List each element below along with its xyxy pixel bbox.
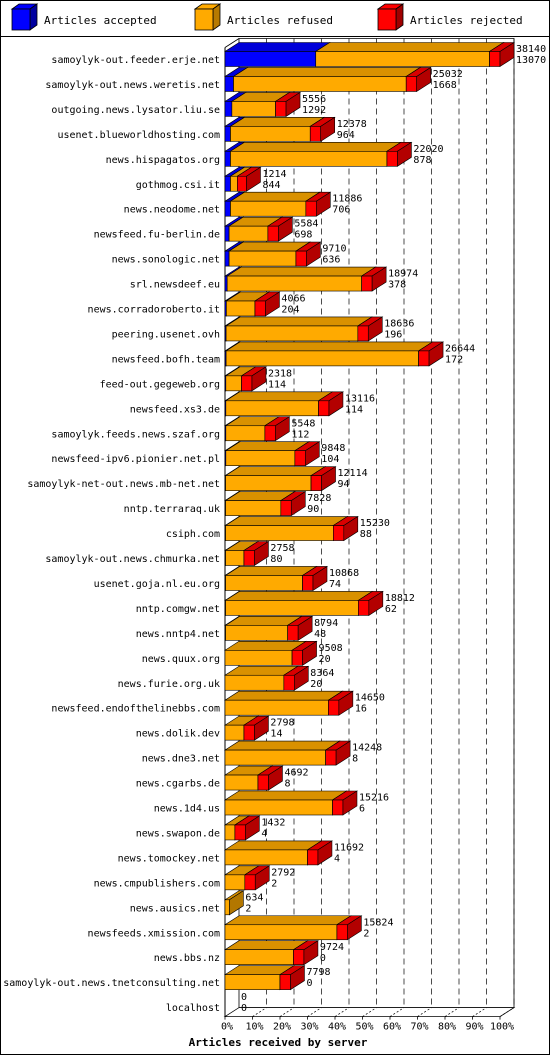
value-label-accepted: 16 [354, 703, 367, 715]
value-label-total: 2792 [271, 867, 296, 879]
value-label-total: 38140 [516, 44, 547, 55]
bar-segment-refused [316, 43, 504, 67]
value-label-accepted: 706 [332, 204, 351, 216]
value-label-total: 25032 [432, 68, 463, 80]
value-label-accepted: 74 [329, 578, 342, 590]
bar-segment-refused [234, 67, 421, 91]
value-label-total: 18636 [384, 318, 415, 330]
bar-top-face [225, 916, 351, 925]
category-label: samoylyk-out.news.chmurka.net [45, 554, 220, 565]
bar-top-face [226, 467, 326, 476]
bar-top-face [226, 342, 433, 351]
bar-front-face [235, 825, 245, 840]
category-label: samoylyk-net-out.news.mb-net.net [27, 479, 220, 491]
bar-front-face [226, 451, 295, 466]
bar-front-face [281, 501, 291, 516]
value-label-accepted: 80 [270, 554, 283, 565]
value-label-total: 15216 [358, 792, 390, 804]
category-label: news.ausics.net [129, 903, 220, 915]
value-label-total: 5556 [302, 93, 327, 105]
value-label-accepted: 14 [270, 728, 283, 740]
bar-segment-refused [226, 392, 333, 416]
bar-front-face [226, 401, 319, 416]
bar-front-face [258, 775, 268, 790]
bar-front-face [419, 351, 429, 366]
category-label: news.furie.org.uk [117, 678, 220, 690]
value-label-accepted: 20 [318, 653, 331, 665]
bar-front-face [232, 101, 276, 116]
value-label-accepted: 2 [245, 903, 252, 915]
category-label: newsfeed.xs3.de [129, 404, 220, 416]
bar-front-face [225, 725, 244, 740]
bar-front-face [226, 326, 358, 341]
value-label-total: 22020 [413, 143, 444, 155]
x-tick-label: 0% [220, 1021, 234, 1033]
bar-front-face [310, 126, 320, 141]
category-label: srl.newsdeef.eu [129, 279, 220, 291]
bar-segment-refused [225, 916, 351, 940]
bar-front-face [226, 625, 288, 640]
bar-front-face [268, 226, 278, 241]
value-label-accepted: 378 [388, 279, 407, 291]
value-label-total: 13116 [344, 393, 376, 405]
value-label-total: 14248 [352, 742, 383, 754]
bar-front-face [231, 151, 387, 166]
value-label-accepted: 13070 [516, 55, 547, 66]
value-label-accepted: 114 [267, 379, 287, 391]
bar-segment-refused [226, 317, 372, 341]
bar-top-face [226, 591, 373, 600]
bar-front-face [225, 950, 293, 965]
value-label-accepted: 0 [241, 1003, 248, 1015]
x-axis-title: Articles received by server [188, 1036, 368, 1049]
bar-front-face [306, 201, 316, 216]
value-label-accepted: 8 [284, 778, 291, 790]
category-label: feed-out.gegeweb.org [99, 379, 220, 391]
bar-front-face [242, 376, 252, 391]
category-label: csiph.com [165, 529, 220, 541]
x-tick-label: 80% [437, 1021, 457, 1033]
bar-front-face [358, 600, 368, 615]
category-label: samoylyk.feeds.news.szaf.org [51, 429, 220, 441]
category-label: news.bbs.nz [153, 953, 220, 965]
category-label: newsfeed-ipv6.pionier.net.pl [51, 454, 220, 466]
value-label-total: 8364 [310, 667, 335, 679]
bar-front-face [226, 501, 281, 516]
bar-top-face [225, 43, 330, 52]
bar-front-face [237, 176, 246, 191]
bar-front-face [293, 950, 303, 965]
bar-front-face [231, 126, 311, 141]
bar-front-face [225, 276, 227, 291]
bar-front-face [406, 76, 416, 91]
bar-front-face [225, 650, 292, 665]
bar-segment-refused [226, 591, 373, 615]
bar-front-face [295, 451, 305, 466]
category-label: samoylyk-out.news.weretis.net [45, 79, 220, 91]
bar-front-face [225, 226, 229, 241]
bar-front-face [229, 251, 296, 266]
bar-front-face [225, 825, 235, 840]
value-label-accepted: 6 [358, 803, 366, 815]
bar-front-face [225, 151, 231, 166]
value-label-total: 15824 [363, 917, 394, 929]
value-label-accepted: 698 [294, 229, 313, 241]
value-label-total: 9508 [318, 642, 343, 654]
bar-front-face [490, 52, 500, 67]
value-label-accepted: 1668 [432, 79, 457, 91]
bar-front-face [234, 76, 407, 91]
value-label-total: 12114 [337, 468, 368, 480]
value-label-total: 5584 [294, 218, 319, 230]
bar-front-face [225, 925, 337, 940]
value-label-accepted: 964 [336, 129, 355, 141]
value-label-accepted: 844 [262, 179, 281, 191]
bar-top-face [225, 691, 342, 700]
category-label: newsfeed.bofh.team [111, 354, 220, 366]
bar-top-face [231, 142, 401, 151]
category-label: newsfeeds.xmission.com [87, 928, 220, 940]
bar-front-face [303, 575, 313, 590]
bar-top-face [231, 192, 320, 201]
legend-label-accepted: Articles accepted [44, 14, 157, 27]
legend-swatch-accepted-side [30, 4, 37, 30]
bar-front-face [225, 675, 284, 690]
category-label: peering.usenet.ovh [111, 329, 220, 341]
bar-front-face [280, 975, 290, 990]
value-label-accepted: 1292 [302, 104, 327, 116]
bar-front-face [229, 226, 268, 241]
value-label-accepted: 878 [413, 154, 432, 166]
bar-front-face [265, 426, 275, 441]
value-label-accepted: 88 [359, 529, 372, 541]
value-label-total: 11692 [333, 842, 365, 854]
bar-top-face [227, 267, 375, 276]
bar-top-face [225, 791, 347, 800]
category-label: samoylyk-out.news.tnetconsulting.net [3, 978, 220, 990]
x-tick-label: 10% [245, 1021, 264, 1033]
bar-segment-refused [225, 691, 342, 715]
x-tick-label: 20% [272, 1021, 292, 1033]
value-label-accepted: 20 [310, 678, 323, 690]
x-tick-label: 100% [489, 1021, 515, 1033]
value-label-total: 8794 [314, 617, 339, 629]
value-label-total: 14650 [354, 692, 385, 704]
value-label-total: 1214 [262, 168, 287, 180]
bar-front-face [333, 800, 343, 815]
value-label-accepted: 4 [333, 853, 340, 865]
bar-front-face [225, 800, 333, 815]
bar-top-face [316, 43, 504, 52]
value-label-total: 2798 [270, 717, 295, 729]
bar-segment-refused [231, 142, 401, 166]
value-label-accepted: 204 [281, 304, 300, 316]
category-label: news.corradoroberto.it [87, 304, 220, 316]
legend-swatch-refused [195, 9, 213, 30]
bar-segment-refused [225, 741, 340, 765]
bar-top-face [225, 841, 322, 850]
bar-front-face [225, 850, 308, 865]
bar-front-face [226, 526, 334, 541]
category-label: news.cmpublishers.com [93, 878, 220, 890]
legend-swatch-refused-side [213, 4, 220, 30]
value-label-accepted: 90 [307, 504, 320, 516]
value-label-total: 7828 [307, 493, 332, 505]
bar-front-face [225, 101, 232, 116]
value-label-accepted: 104 [321, 454, 340, 466]
category-label: news.neodome.net [123, 204, 220, 216]
bar-front-face [288, 625, 298, 640]
bar-front-face [276, 101, 286, 116]
category-label: news.cgarbs.de [135, 778, 220, 790]
value-label-accepted: 172 [445, 354, 464, 366]
category-label: samoylyk-out.feeder.erje.net [51, 55, 220, 66]
value-label-total: 15230 [359, 518, 390, 530]
bar-front-face [333, 526, 343, 541]
x-tick-label: 60% [382, 1021, 402, 1033]
value-label-total: 0 [241, 992, 248, 1004]
bar-top-face [234, 67, 421, 76]
category-label: gothmog.csi.it [135, 179, 220, 191]
bar-front-face [387, 151, 397, 166]
bar-front-face [231, 176, 238, 191]
value-label-accepted: 0 [306, 978, 313, 990]
bar-front-face [226, 351, 419, 366]
category-label: usenet.goja.nl.eu.org [93, 578, 220, 590]
category-label: localhost [165, 1003, 220, 1015]
value-label-accepted: 2 [271, 878, 278, 890]
value-label-accepted: 2 [363, 928, 370, 940]
value-label-total: 10868 [329, 567, 360, 579]
bar-front-face [225, 775, 258, 790]
category-label: news.swapon.de [135, 828, 220, 840]
bar-front-face [226, 476, 312, 491]
bar-front-face [225, 975, 280, 990]
value-label-total: 9848 [321, 443, 346, 455]
bar-front-face [226, 301, 255, 316]
value-label-total: 9710 [322, 243, 347, 255]
bar-segment-refused [226, 342, 433, 366]
bar-segment-refused [225, 841, 322, 865]
category-label: news.tomockey.net [117, 853, 220, 865]
bar-front-face [225, 875, 245, 890]
category-label: news.nntp4.net [135, 628, 220, 640]
category-label: news.sonologic.net [111, 254, 220, 266]
bar-front-face [226, 426, 265, 441]
value-label-total: 18974 [388, 268, 419, 280]
bar-front-face [292, 650, 302, 665]
value-label-accepted: 112 [291, 429, 310, 441]
bar-top-face [231, 117, 325, 126]
category-label: news.dolik.dev [135, 728, 220, 740]
value-label-accepted: 0 [319, 953, 326, 965]
category-label: news.dne3.net [141, 753, 220, 765]
value-label-total: 5548 [291, 418, 316, 430]
bar-top-face [226, 566, 317, 575]
bar-front-face [226, 376, 242, 391]
bar-front-face [316, 52, 490, 67]
category-label: news.1d4.us [153, 803, 220, 815]
legend-label-refused: Articles refused [227, 14, 333, 27]
bar-front-face [296, 251, 306, 266]
bar-front-face [227, 276, 361, 291]
x-tick-label: 30% [300, 1021, 319, 1033]
value-label-accepted: 48 [314, 628, 327, 640]
bar-front-face [362, 276, 372, 291]
value-label-total: 9724 [319, 942, 345, 954]
value-label-total: 12378 [336, 118, 367, 130]
bar-top-face [226, 517, 348, 526]
bar-front-face [225, 126, 231, 141]
bar-front-face [225, 176, 231, 191]
value-label-total: 1432 [261, 817, 286, 829]
bar-front-face [244, 551, 254, 566]
legend-swatch-rejected [378, 9, 396, 30]
bar-front-face [226, 551, 244, 566]
category-label: newsfeed.endofthelinebbs.com [51, 703, 220, 715]
category-label: newsfeed.fu-berlin.de [93, 229, 220, 241]
value-label-accepted: 114 [344, 404, 364, 416]
value-label-accepted: 636 [322, 254, 341, 266]
bar-segment-accepted [225, 43, 330, 67]
value-label-accepted: 4 [261, 828, 268, 840]
category-label: news.quux.org [141, 653, 220, 665]
bar-front-face [255, 301, 265, 316]
x-tick-label: 50% [355, 1021, 374, 1033]
legend-swatch-rejected-side [396, 4, 403, 30]
category-label: nntp.terraraq.uk [123, 504, 220, 516]
value-label-accepted: 196 [384, 329, 403, 341]
bar-front-face [225, 251, 229, 266]
bar-segment-refused [226, 467, 326, 491]
category-label: usenet.blueworldhosting.com [57, 129, 220, 141]
bar-segment-refused [225, 791, 347, 815]
bar-front-face [231, 201, 306, 216]
value-label-total: 634 [245, 892, 264, 904]
bar-front-face [244, 725, 254, 740]
x-tick-label: 40% [327, 1021, 347, 1033]
value-label-accepted: 62 [384, 603, 397, 615]
legend-label-rejected: Articles rejected [410, 14, 523, 27]
bar-front-face [226, 600, 359, 615]
bar-front-face [358, 326, 368, 341]
category-label: nntp.comgw.net [135, 603, 220, 615]
value-label-total: 2318 [267, 368, 293, 380]
value-label-total: 26644 [445, 343, 476, 355]
bar-front-face [225, 201, 231, 216]
legend-swatch-accepted [12, 9, 30, 30]
x-tick-label: 70% [410, 1021, 429, 1033]
value-label-total: 7798 [306, 967, 331, 979]
bar-top-face [226, 317, 372, 326]
bar-front-face [319, 401, 329, 416]
bar-segment-refused [226, 517, 348, 541]
bar-front-face [225, 52, 316, 67]
bar-front-face [308, 850, 318, 865]
bar-front-face [225, 700, 328, 715]
bar-front-face [226, 575, 303, 590]
category-label: news.hispagatos.org [105, 154, 220, 166]
bar-front-face [326, 750, 336, 765]
value-label-accepted: 94 [337, 479, 350, 491]
value-label-total: 11886 [332, 193, 363, 205]
bar-top-face [226, 392, 333, 401]
x-tick-label: 90% [465, 1021, 484, 1033]
bar-front-face [225, 76, 234, 91]
value-label-accepted: 8 [352, 753, 359, 765]
bar-front-face [245, 875, 255, 890]
bar-front-face [284, 675, 294, 690]
value-label-total: 2758 [270, 543, 295, 554]
value-label-total: 4066 [281, 293, 306, 305]
bar-top-face [225, 741, 340, 750]
category-label: outgoing.news.lysator.liu.se [51, 104, 220, 116]
bar-segment-refused [227, 267, 375, 291]
bar-front-face [225, 900, 229, 915]
bar-front-face [225, 750, 326, 765]
bar-front-face [337, 925, 347, 940]
bar-front-face [311, 476, 321, 491]
bar-front-face [328, 700, 338, 715]
value-label-total: 18812 [384, 592, 415, 604]
value-label-total: 4692 [284, 767, 309, 779]
